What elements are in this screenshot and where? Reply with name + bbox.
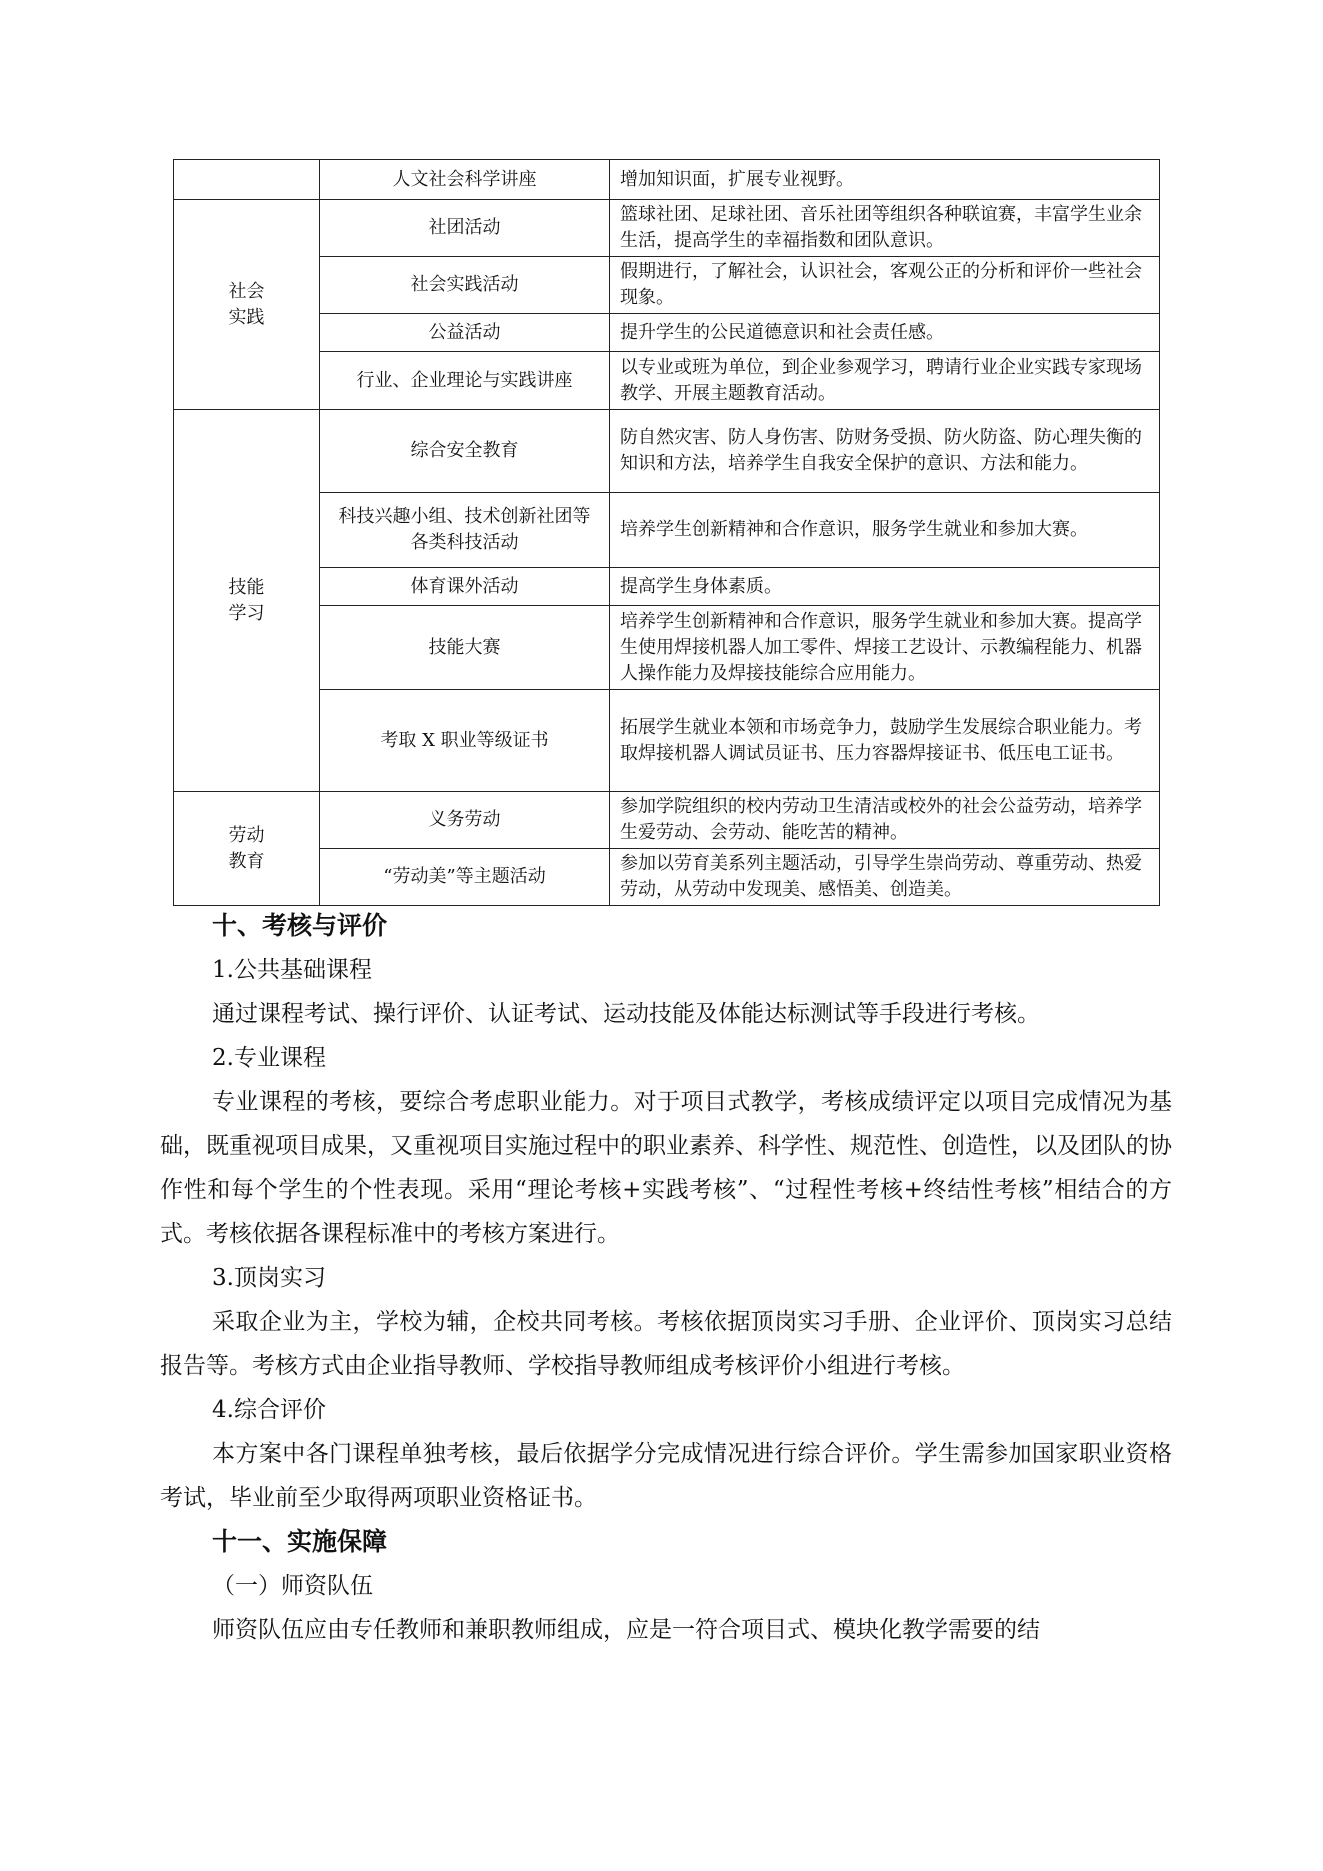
paragraph: 师资队伍应由专任教师和兼职教师组成，应是一符合项目式、模块化教学需要的结 (212, 1617, 1040, 1643)
item-cell: 科技兴趣小组、技术创新社团等各类科技活动 (320, 493, 610, 568)
table-row (174, 410, 1160, 493)
item-cell: 技能大赛 (320, 606, 610, 690)
category-label: 劳动 教育 (228, 824, 265, 872)
description-cell: 提升学生的公民道德意识和社会责任感。 (610, 314, 1160, 352)
description-cell: 参加以劳育美系列主题活动，引导学生崇尚劳动、尊重劳动、热爱劳动，从劳动中发现美、感悟美、创造美。 (610, 849, 1160, 906)
activities-table (173, 159, 1160, 906)
subsection-title: 2.专业课程 (212, 1045, 326, 1071)
subsection-title: （一）师资队伍 (212, 1573, 373, 1599)
paragraph: 采取企业为主，学校为辅，企校共同考核。考核依据顶岗实习手册、企业评价、顶岗实习总结报告等。考核方式由企业指导教师、学校指导教师组成考核评价小组进行考核。 (160, 1309, 1172, 1379)
category-cell (174, 200, 320, 410)
description-cell: 增加知识面，扩展专业视野。 (610, 160, 1160, 200)
item-cell: 人文社会科学讲座 (320, 160, 610, 200)
category-cell (174, 410, 320, 792)
table-row (174, 257, 1160, 314)
description-cell: 假期进行，了解社会，认识社会，客观公正的分析和评价一些社会现象。 (610, 257, 1160, 314)
paragraph: 本方案中各门课程单独考核，最后依据学分完成情况进行综合评价。学生需参加国家职业资格考试，毕业前至少取得两项职业资格证书。 (160, 1441, 1172, 1511)
category-cell (174, 160, 320, 200)
paragraph: 专业课程的考核，要综合考虑职业能力。对于项目式教学，考核成绩评定以项目完成情况为基础，既重视项目成果，又重视项目实施过程中的职业素养、科学性、规范性、创造性，以及团队的协作性和每个学生的个性表现。采用“理论考核+实践考核”、“过程性考核+终结性考核”相结合的方式。考核依据各课程标准中的考核方案进行。 (160, 1089, 1172, 1247)
description-cell: 以专业或班为单位，到企业参观学习，聘请行业企业实践专家现场教学、开展主题教育活动。 (610, 352, 1160, 410)
table-row (174, 792, 1160, 849)
description-cell: 防自然灾害、防人身伤害、防财务受损、防火防盗、防心理失衡的知识和方法，培养学生自我安全保护的意识、方法和能力。 (610, 410, 1160, 493)
description-cell: 篮球社团、足球社团、音乐社团等组织各种联谊赛，丰富学生业余生活，提高学生的幸福指数和团队意识。 (610, 200, 1160, 257)
category-label: 技能 学习 (228, 576, 265, 624)
subsection-title: 1.公共基础课程 (212, 957, 372, 983)
item-cell: 行业、企业理论与实践讲座 (320, 352, 610, 410)
category-cell (174, 792, 320, 906)
description-cell: 提高学生身体素质。 (610, 568, 1160, 606)
table-row (174, 493, 1160, 568)
description-cell: 参加学院组织的校内劳动卫生清洁或校外的社会公益劳动，培养学生爱劳动、会劳动、能吃苦的精神。 (610, 792, 1160, 849)
item-cell: 义务劳动 (320, 792, 610, 849)
paragraph: 通过课程考试、操行评价、认证考试、运动技能及体能达标测试等手段进行考核。 (212, 1001, 1040, 1027)
section-10-heading: 十、考核与评价 (212, 911, 388, 940)
item-cell: 体育课外活动 (320, 568, 610, 606)
table-row (174, 690, 1160, 792)
table-row (174, 314, 1160, 352)
item-cell: 综合安全教育 (320, 410, 610, 493)
item-cell: “劳动美”等主题活动 (320, 849, 610, 906)
description-cell: 培养学生创新精神和合作意识，服务学生就业和参加大赛。 (610, 493, 1160, 568)
table-row (174, 606, 1160, 690)
table-row (174, 352, 1160, 410)
table-row (174, 849, 1160, 906)
category-label: 社会 实践 (228, 280, 265, 328)
item-cell: 公益活动 (320, 314, 610, 352)
table-row (174, 200, 1160, 257)
table-row (174, 160, 1160, 200)
section-11-heading: 十一、实施保障 (212, 1527, 388, 1556)
subsection-title: 3.顶岗实习 (212, 1265, 326, 1291)
document-body (160, 904, 1172, 1652)
table-row (174, 568, 1160, 606)
subsection-title: 4.综合评价 (212, 1397, 326, 1423)
item-cell: 考取 X 职业等级证书 (320, 690, 610, 792)
item-cell: 社团活动 (320, 200, 610, 257)
item-cell: 社会实践活动 (320, 257, 610, 314)
description-cell: 拓展学生就业本领和市场竞争力，鼓励学生发展综合职业能力。考取焊接机器人调试员证书、压力容器焊接证书、低压电工证书。 (610, 690, 1160, 792)
description-cell: 培养学生创新精神和合作意识，服务学生就业和参加大赛。提高学生使用焊接机器人加工零件、焊接工艺设计、示教编程能力、机器人操作能力及焊接技能综合应用能力。 (610, 606, 1160, 690)
